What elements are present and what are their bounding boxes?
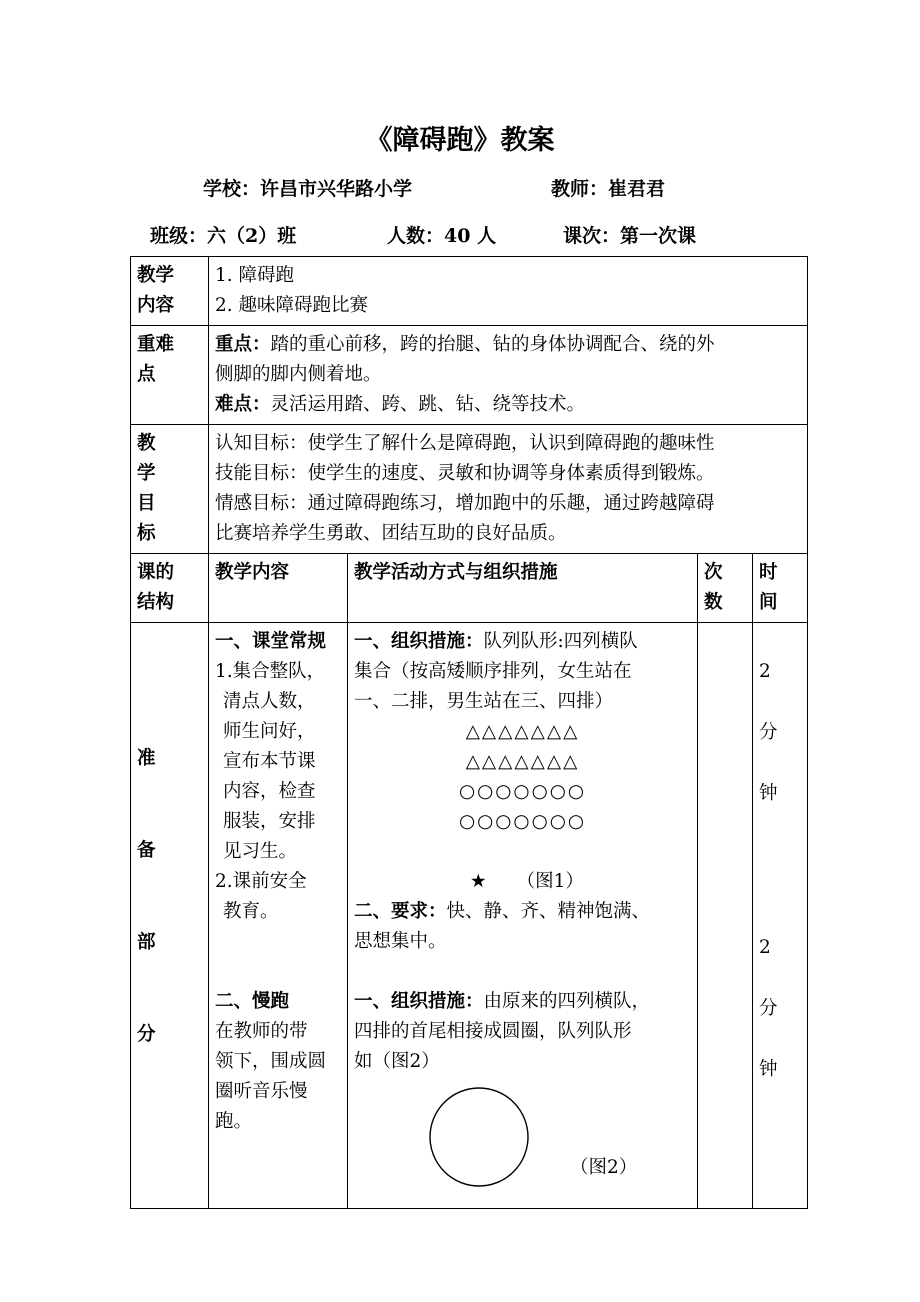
difficult-point-label: 难点： <box>215 394 271 415</box>
activity-header: 教学活动方式与组织措施 <box>348 554 698 623</box>
content-value-cell <box>209 257 808 326</box>
preparation-activity-cell <box>348 623 698 1209</box>
organize-label-2: 一、组织措施： <box>354 991 484 1012</box>
lesson-plan-table <box>130 256 808 1209</box>
prep-label-4: 分 <box>137 1024 156 1045</box>
time-header-1: 时 <box>759 562 778 583</box>
organize-line-1 <box>354 627 691 657</box>
routine-line-3: 师生问好， <box>223 721 316 742</box>
figure-1-caption: （图1） <box>516 871 584 892</box>
organize-text-1: 队列队形:四列横队 <box>483 631 638 652</box>
time-a-value: 2 <box>759 661 771 682</box>
structure-header <box>131 554 209 623</box>
key-point-text-2: 侧脚的脚内侧着地。 <box>215 364 382 385</box>
lesson-value: 第一次课 <box>620 225 697 247</box>
count-line <box>387 221 496 248</box>
keypoints-value-cell <box>209 326 808 425</box>
keypoints-row <box>131 326 808 425</box>
organize-label-1: 一、组织措施： <box>354 631 484 652</box>
class-value: 六（2）班 <box>207 225 297 247</box>
key-point-line-1 <box>215 330 801 360</box>
goals-label-3: 目 <box>137 493 156 514</box>
time-b-value: 2 <box>759 937 771 958</box>
content-label-1: 教学 <box>137 265 175 286</box>
teacher-star-icon: ★ <box>470 871 487 892</box>
school-line <box>203 174 412 201</box>
preparation-row <box>131 623 808 1209</box>
class-line <box>150 221 296 248</box>
routine-line-2: 清点人数， <box>223 691 316 712</box>
content-row <box>131 257 808 326</box>
class-label: 班级： <box>150 225 208 247</box>
time-header <box>753 554 808 623</box>
count-value: 40 人 <box>444 225 497 247</box>
preparation-time-cell <box>753 623 808 1209</box>
organize2-text-2: 四排的首尾相接成圆圈，队列队形 <box>354 1021 632 1042</box>
routine-line-5: 内容，检查 <box>223 781 316 802</box>
difficult-point-line <box>215 390 801 420</box>
jog-line-1: 在教师的带 <box>215 1021 308 1042</box>
content-item-1: 1. 障碍跑 <box>215 265 295 286</box>
difficult-point-text: 灵活运用踏、跨、跳、钻、绕等技术。 <box>270 394 586 415</box>
requirement-text-1: 快、静、齐、精神饱满、 <box>446 901 651 922</box>
preparation-label-cell <box>131 623 209 1209</box>
count-label: 人数： <box>387 225 445 247</box>
jog-line-3: 圈听音乐慢 <box>215 1081 308 1102</box>
organize-text-2: 集合（按高矮顺序排列，女生站在 <box>354 661 632 682</box>
circle-formation-icon <box>430 1088 528 1186</box>
times-header-2: 数 <box>704 592 723 613</box>
time-b-unit-2: 钟 <box>759 1059 778 1080</box>
jog-line-2: 领下，围成圆 <box>215 1051 327 1072</box>
content-label-2: 内容 <box>137 295 175 316</box>
routine-line-9: 教育。 <box>223 901 279 922</box>
lesson-line <box>563 221 696 248</box>
keypoints-label-2: 点 <box>137 364 156 385</box>
teacher-name: 崔君君 <box>608 178 666 200</box>
figure-2-caption: （图2） <box>570 1157 638 1178</box>
goals-label-cell <box>131 425 209 554</box>
formation-row-3: ○○○○○○○ <box>459 781 586 802</box>
school-label: 学校： <box>203 178 261 200</box>
jog-line-4: 跑。 <box>215 1111 253 1132</box>
requirement-line-1 <box>354 897 691 927</box>
time-a-unit-1: 分 <box>759 722 778 743</box>
page-title: 《障碍跑》教案 <box>365 125 555 156</box>
preparation-content-cell <box>209 623 348 1209</box>
teacher-line <box>551 174 665 201</box>
time-b-unit-1: 分 <box>759 998 778 1019</box>
school-name: 许昌市兴华路小学 <box>260 178 413 200</box>
structure-header-1: 课的 <box>137 562 175 583</box>
emotional-goal-2: 比赛培养学生勇敢、团结互助的良好品质。 <box>215 523 567 544</box>
content-item-2: 2. 趣味障碍跑比赛 <box>215 295 369 316</box>
goals-label-2: 学 <box>137 463 156 484</box>
routine-line-4: 宣布本节课 <box>223 751 316 772</box>
cognitive-goal: 认知目标：使学生了解什么是障碍跑，认识到障碍跑的趣味性 <box>215 433 715 454</box>
keypoints-label-cell <box>131 326 209 425</box>
formation-row-2: △△△△△△△ <box>465 751 580 772</box>
requirement-text-2: 思想集中。 <box>354 931 447 952</box>
times-header <box>698 554 753 623</box>
prep-label-2: 备 <box>137 840 156 861</box>
time-a-unit-2: 钟 <box>759 783 778 804</box>
key-point-label: 重点： <box>215 334 271 355</box>
prep-label-1: 准 <box>137 748 156 769</box>
preparation-times-cell <box>698 623 753 1209</box>
goals-label-4: 标 <box>137 523 156 544</box>
routine-line-6: 服装，安排 <box>223 811 316 832</box>
lesson-label: 课次： <box>563 225 621 247</box>
circle-formation-diagram <box>354 1077 694 1187</box>
content-label-cell <box>131 257 209 326</box>
skill-goal: 技能目标：使学生的速度、灵敏和协调等身体素质得到锻炼。 <box>215 463 715 484</box>
jog-title: 二、慢跑 <box>215 991 290 1012</box>
organize2-text-1: 由原来的四列横队， <box>483 991 651 1012</box>
formation-row-4: ○○○○○○○ <box>459 811 586 832</box>
goals-label-1: 教 <box>137 433 156 454</box>
figure-2 <box>354 1077 691 1187</box>
organize-text-3: 一、二排，男生站在三、四排） <box>354 691 614 712</box>
requirement-label: 二、要求： <box>354 901 447 922</box>
emotional-goal-1: 情感目标：通过障碍跑练习，增加跑中的乐趣，通过跨越障碍 <box>215 493 715 514</box>
routine-title: 一、课堂常规 <box>215 631 327 652</box>
goals-row <box>131 425 808 554</box>
organize2-line-1 <box>354 987 691 1017</box>
teacher-label: 教师： <box>551 178 609 200</box>
prep-label-3: 部 <box>137 932 156 953</box>
keypoints-label-1: 重难 <box>137 334 175 355</box>
goals-value-cell <box>209 425 808 554</box>
formation-row-1: △△△△△△△ <box>465 721 580 742</box>
structure-header-2: 结构 <box>137 592 175 613</box>
routine-line-8: 2.课前安全 <box>215 871 307 892</box>
content-header: 教学内容 <box>209 554 348 623</box>
routine-line-7: 见习生。 <box>223 841 298 862</box>
figure-1-line <box>354 867 691 897</box>
key-point-text-1: 踏的重心前移，跨的抬腿、钻的身体协调配合、绕的外 <box>270 334 715 355</box>
organize2-text-3: 如（图2） <box>354 1051 440 1072</box>
column-header-row <box>131 554 808 623</box>
time-header-2: 间 <box>759 592 778 613</box>
routine-line-1: 1.集合整队， <box>215 661 326 682</box>
times-header-1: 次 <box>704 562 723 583</box>
